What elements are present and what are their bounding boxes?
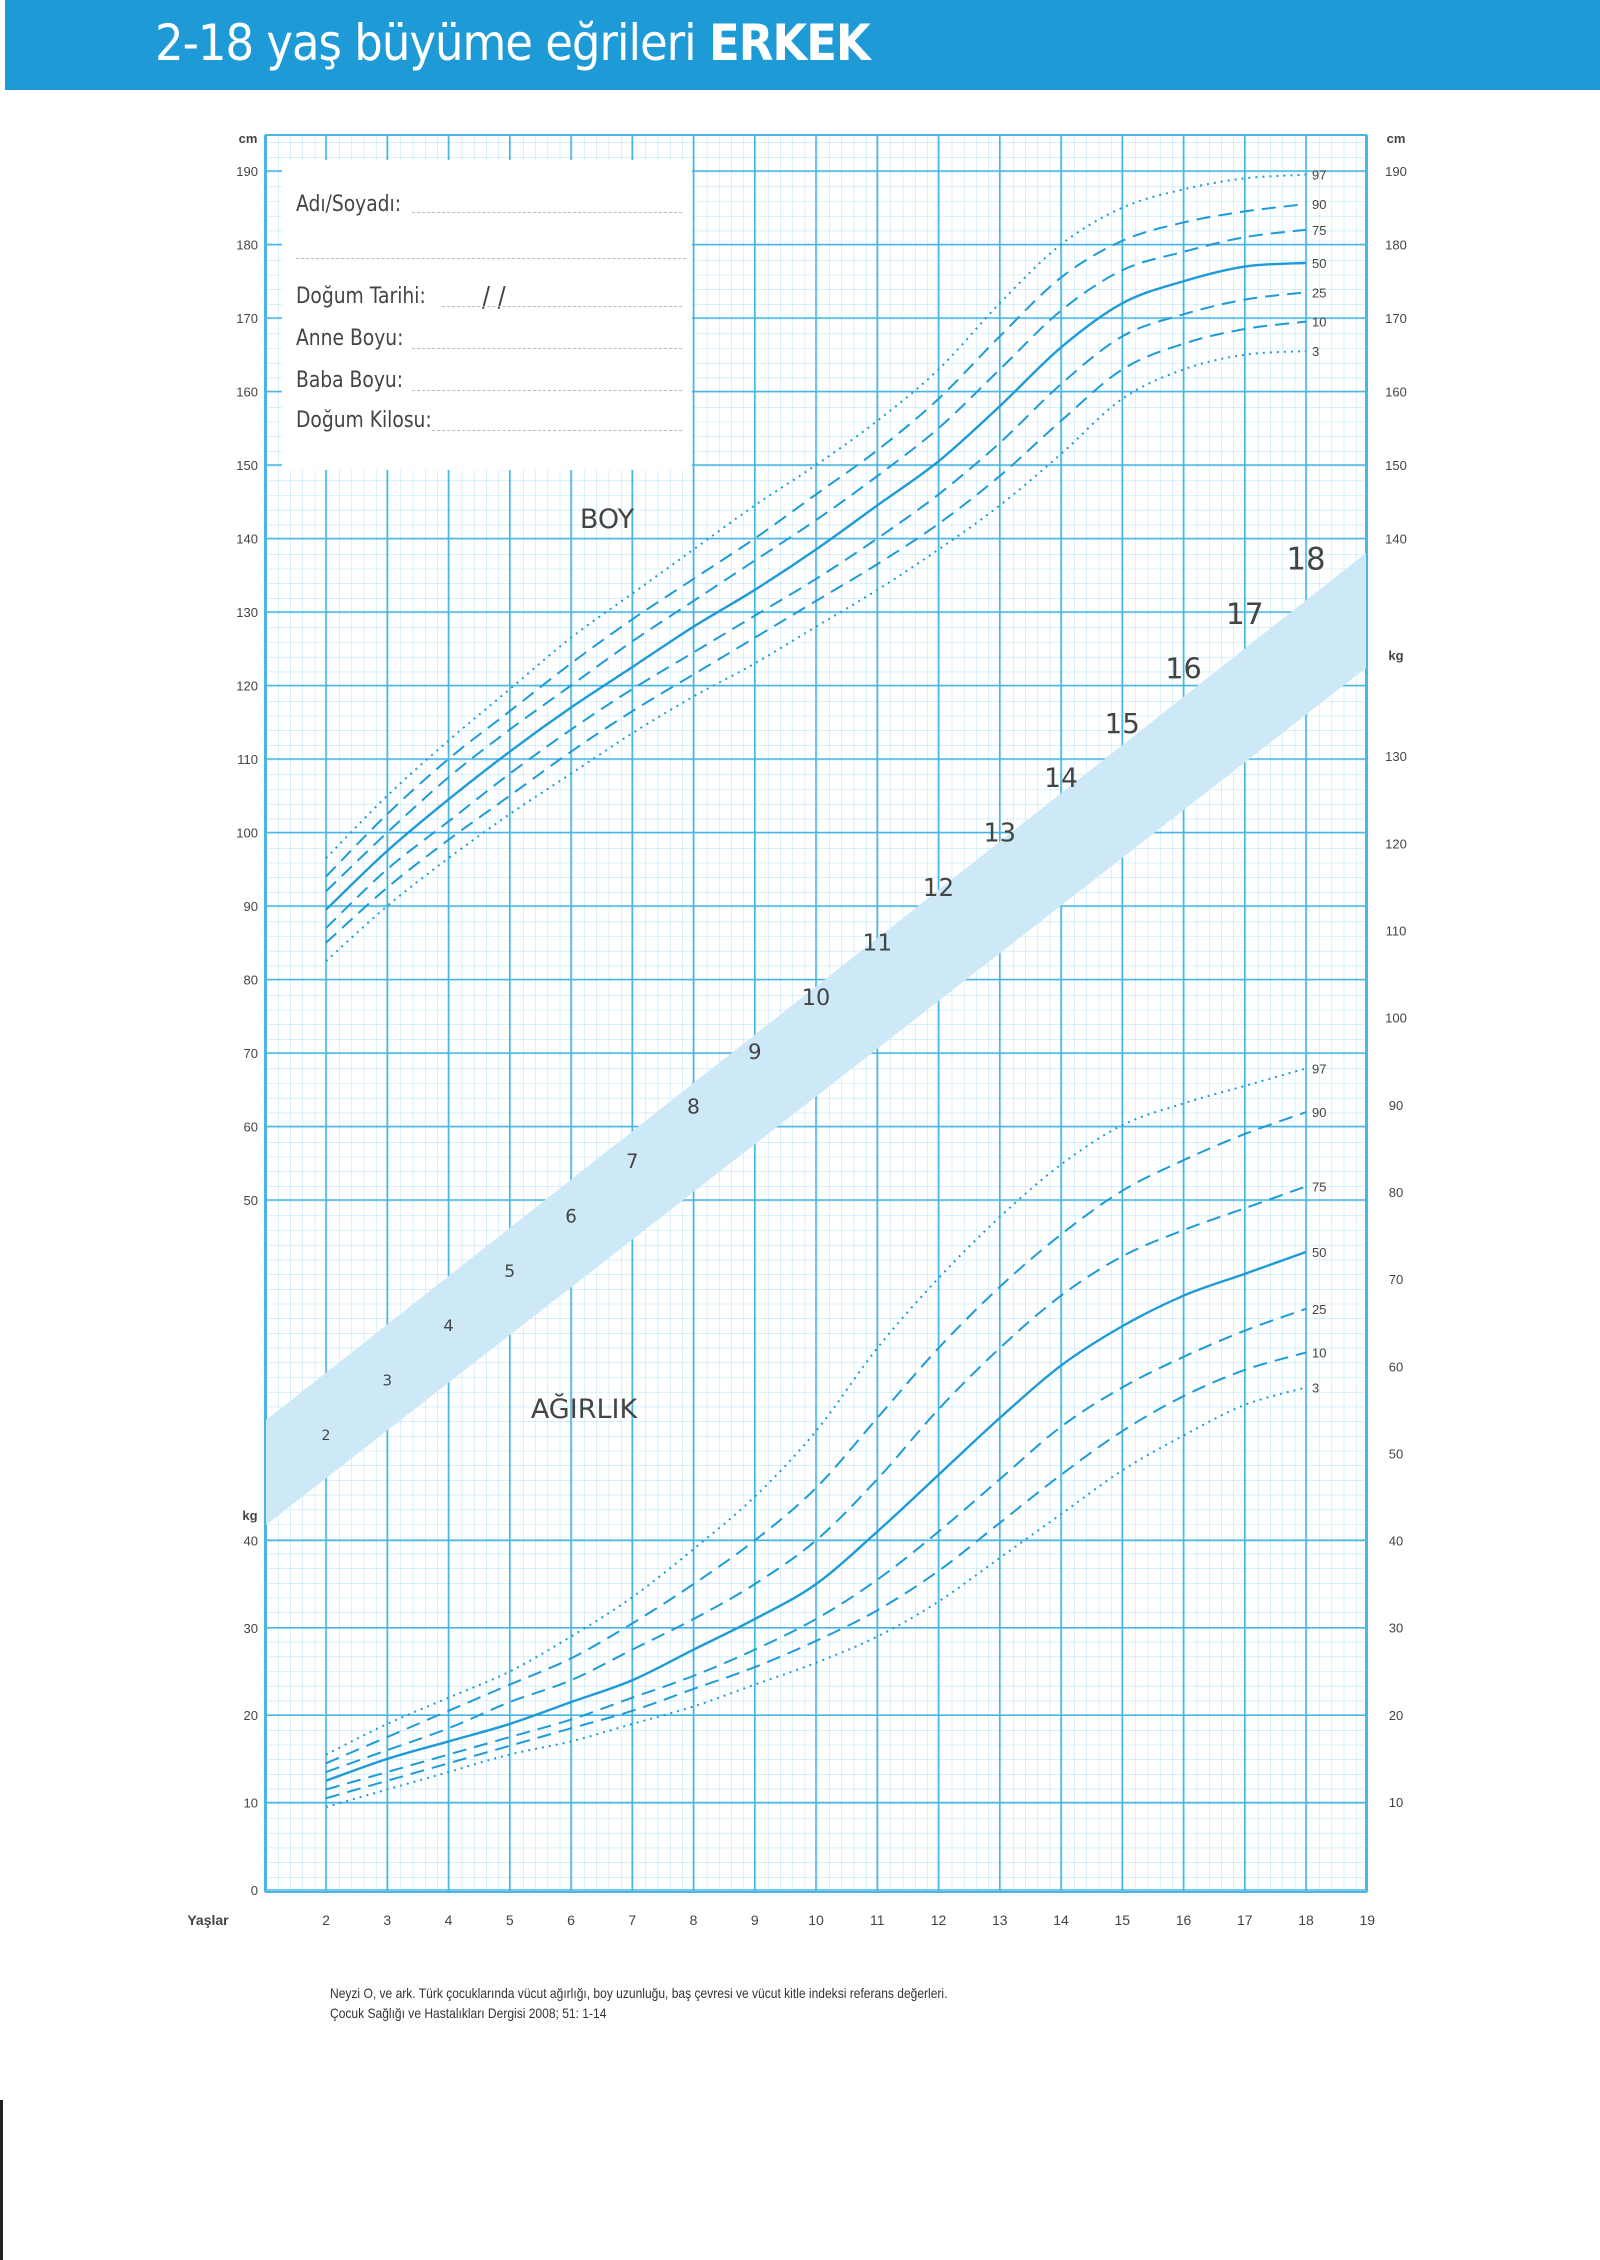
band-age-label: 4 [443,1316,454,1336]
left-weight-tick: 40 [243,1533,258,1549]
left-weight-unit: kg [242,1508,258,1523]
scan-edge [0,2100,3,2260]
name-label: Adı/Soyadı: [296,192,402,217]
right-weight-tick: 40 [1388,1533,1404,1549]
birth-weight-label: Doğum Kilosu: [296,408,432,433]
birth-weight-line[interactable] [432,430,682,431]
weight-percentile-label: 97 [1312,1061,1327,1077]
title-text: 2-18 yaş büyüme eğrileri [155,14,696,72]
right-weight-tick: 60 [1388,1359,1404,1375]
band-age-label: 10 [801,984,831,1011]
height-section-label: BOY [579,504,635,535]
right-weight-tick: 20 [1388,1707,1404,1723]
weight-percentile-label: 3 [1312,1380,1320,1396]
band-age-label: 14 [1044,763,1078,795]
left-height-tick: 50 [243,1193,258,1208]
left-height-tick: 110 [237,752,258,767]
band-age-label: 2 [321,1428,331,1444]
right-weight-tick: 100 [1385,1010,1407,1026]
left-height-tick: 60 [243,1119,258,1135]
right-height-tick: 190 [1385,164,1407,179]
left-height-unit: cm [238,131,258,146]
x-tick-label: 3 [383,1912,392,1928]
height-percentile-label: 75 [1312,222,1327,238]
height-percentile-label: 97 [1312,167,1327,183]
x-tick-label: 5 [505,1912,514,1928]
band-age-label: 16 [1165,651,1202,686]
band-age-label: 15 [1104,706,1140,740]
title-gender: ERKEK [708,14,870,72]
left-weight-tick: 30 [243,1620,258,1636]
x-tick-label: 13 [991,1912,1008,1928]
right-weight-tick: 130 [1385,749,1407,765]
mother-height-label: Anne Boyu: [296,326,404,351]
height-percentile-label: 3 [1312,344,1320,360]
right-height-tick: 140 [1385,531,1407,547]
band-age-label: 5 [504,1261,516,1282]
band-age-label: 8 [687,1094,700,1119]
right-weight-tick: 10 [1388,1795,1404,1810]
band-age-label: 13 [983,818,1017,849]
height-percentile-label: 25 [1312,285,1327,301]
weight-percentile-label: 90 [1312,1105,1327,1121]
birth-date-slashes: / / [482,280,506,313]
mother-height-line[interactable] [412,348,682,349]
left-height-tick: 180 [236,237,258,253]
height-percentile-label: 10 [1312,314,1327,330]
left-height-tick: 120 [236,678,258,694]
left-height-tick: 90 [243,899,258,914]
x-tick-label: 4 [444,1912,453,1928]
x-axis-title: Yaşlar [187,1912,229,1928]
band-age-label: 6 [565,1206,577,1228]
x-tick-label: 2 [322,1912,330,1928]
right-weight-tick: 90 [1388,1097,1404,1113]
father-height-line[interactable] [412,390,682,391]
x-tick-label: 9 [750,1912,759,1928]
band-age-label: 17 [1225,597,1264,632]
x-tick-label: 14 [1053,1912,1069,1928]
left-height-tick: 70 [243,1046,258,1061]
x-tick-label: 11 [869,1912,885,1928]
right-weight-unit: kg [1388,648,1404,663]
right-height-tick: 150 [1385,458,1407,473]
reference-line-1: Neyzi O, ve ark. Türk çocuklarında vücut ağırlığı, boy uzunluğu, baş çevresi ve vücut kitle indeksi referans değerleri. [330,1985,948,2001]
left-height-tick: 190 [236,164,258,179]
right-height-unit: cm [1386,131,1406,146]
band-age-label: 7 [626,1150,639,1173]
reference-line-2: Çocuk Sağlığı ve Hastalıkları Dergisi 2008; 51: 1-14 [330,2005,607,2021]
father-height-label: Baba Boyu: [296,368,404,393]
x-tick-label: 10 [808,1912,824,1928]
patient-info-form [282,160,692,470]
left-height-tick: 150 [236,458,258,473]
birth-date-line[interactable] [442,306,682,307]
x-tick-label: 17 [1236,1912,1253,1928]
weight-percentile-label: 75 [1312,1179,1327,1195]
weight-section-label: AĞIRLIK [530,1394,638,1425]
weight-percentile-label: 10 [1312,1345,1327,1361]
band-age-label: 11 [862,928,893,957]
right-height-tick: 160 [1385,384,1407,400]
x-tick-label: 12 [930,1912,947,1928]
left-weight-tick: 0 [250,1883,258,1898]
left-height-tick: 170 [236,311,258,326]
right-weight-tick: 80 [1388,1184,1404,1200]
band-age-label: 9 [747,1040,762,1066]
x-tick-label: 7 [628,1912,637,1928]
left-height-tick: 160 [236,384,258,400]
right-weight-tick: 30 [1388,1620,1404,1636]
x-tick-label: 15 [1114,1912,1131,1928]
right-weight-tick: 120 [1385,836,1407,852]
left-height-tick: 100 [236,825,258,841]
birth-date-label: Doğum Tarihi: [296,284,426,309]
band-age-label: 12 [922,873,955,902]
right-weight-tick: 70 [1388,1272,1404,1288]
name-line-2 [296,258,686,259]
x-tick-label: 19 [1359,1912,1376,1928]
left-weight-tick: 20 [243,1708,258,1724]
band-age-label: 3 [382,1371,393,1390]
weight-percentile-label: 50 [1312,1244,1327,1260]
height-percentile-label: 90 [1312,197,1327,213]
x-tick-label: 8 [689,1912,698,1928]
x-tick-label: 6 [567,1912,575,1928]
right-height-tick: 170 [1385,311,1407,326]
x-tick-label: 18 [1298,1912,1314,1928]
left-height-tick: 140 [236,531,258,547]
weight-percentile-label: 25 [1312,1301,1327,1317]
right-height-tick: 180 [1385,237,1407,253]
left-weight-tick: 10 [243,1795,258,1811]
left-height-tick: 130 [236,605,258,620]
band-age-label: 18 [1286,541,1326,578]
height-percentile-label: 50 [1312,255,1327,271]
x-tick-label: 16 [1175,1912,1192,1928]
name-line[interactable] [412,212,682,213]
reference-citation [330,1983,947,2023]
right-weight-tick: 50 [1388,1446,1404,1462]
left-height-tick: 80 [243,972,258,988]
right-weight-tick: 110 [1385,923,1407,939]
